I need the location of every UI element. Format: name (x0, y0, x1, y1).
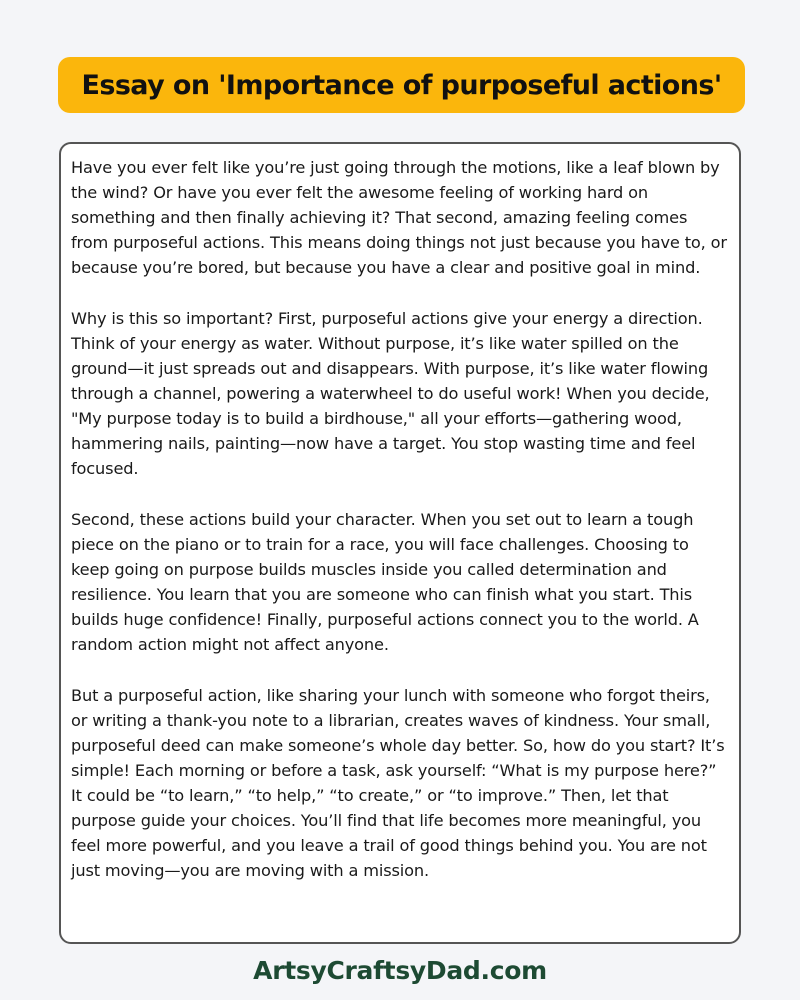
essay-paragraph: Have you ever felt like you’re just going through the motions, like a leaf blown by the wind? Or have you ever felt the awesome feeling of working hard on something and then finally achieving it? That second, amazing feeling comes from purposeful actions. This means doing things not just because you have to, or because you’re bored, but because you have a clear and positive goal in mind. (71, 158, 727, 277)
essay-body (59, 142, 741, 944)
title-banner (58, 57, 745, 113)
page-title: Essay on 'Importance of purposeful actions' (81, 69, 722, 101)
essay-paragraph: But a purposeful action, like sharing your lunch with someone who forgot theirs, or writing a thank-you note to a librarian, creates waves of kindness. Your small, purposeful deed can make someone’s whole day better. So, how do you start? It’s simple! Each morning or before a task, ask yourself: “What is my purpose here?” It could be “to learn,” “to help,” “to create,” or “to improve.” Then, let that purpose guide your choices. You’ll find that life becomes more meaningful, you feel more powerful, and you leave a trail of good things behind you. You are not just moving—you are moving with a mission. (71, 686, 725, 880)
essay-paragraph: Second, these actions build your character. When you set out to learn a tough piece on the piano or to train for a race, you will face challenges. Choosing to keep going on purpose builds muscles inside you called determination and resilience. You learn that you are someone who can finish what you start. This builds huge confidence! Finally, purposeful actions connect you to the world. A random action might not affect anyone. (71, 510, 699, 654)
essay-paragraph: Why is this so important? First, purposeful actions give your energy a direction. Think of your energy as water. Without purpose, it’s like water spilled on the ground—it just spreads out and disappears. With purpose, it’s like water flowing through a channel, powering a waterwheel to do useful work! When you decide, "My purpose today is to build a birdhouse," all your efforts—gathering wood, hammering nails, painting—now have a target. You stop wasting time and feel focused. (71, 309, 710, 478)
site-watermark: ArtsyCraftsyDad.com (253, 956, 547, 985)
